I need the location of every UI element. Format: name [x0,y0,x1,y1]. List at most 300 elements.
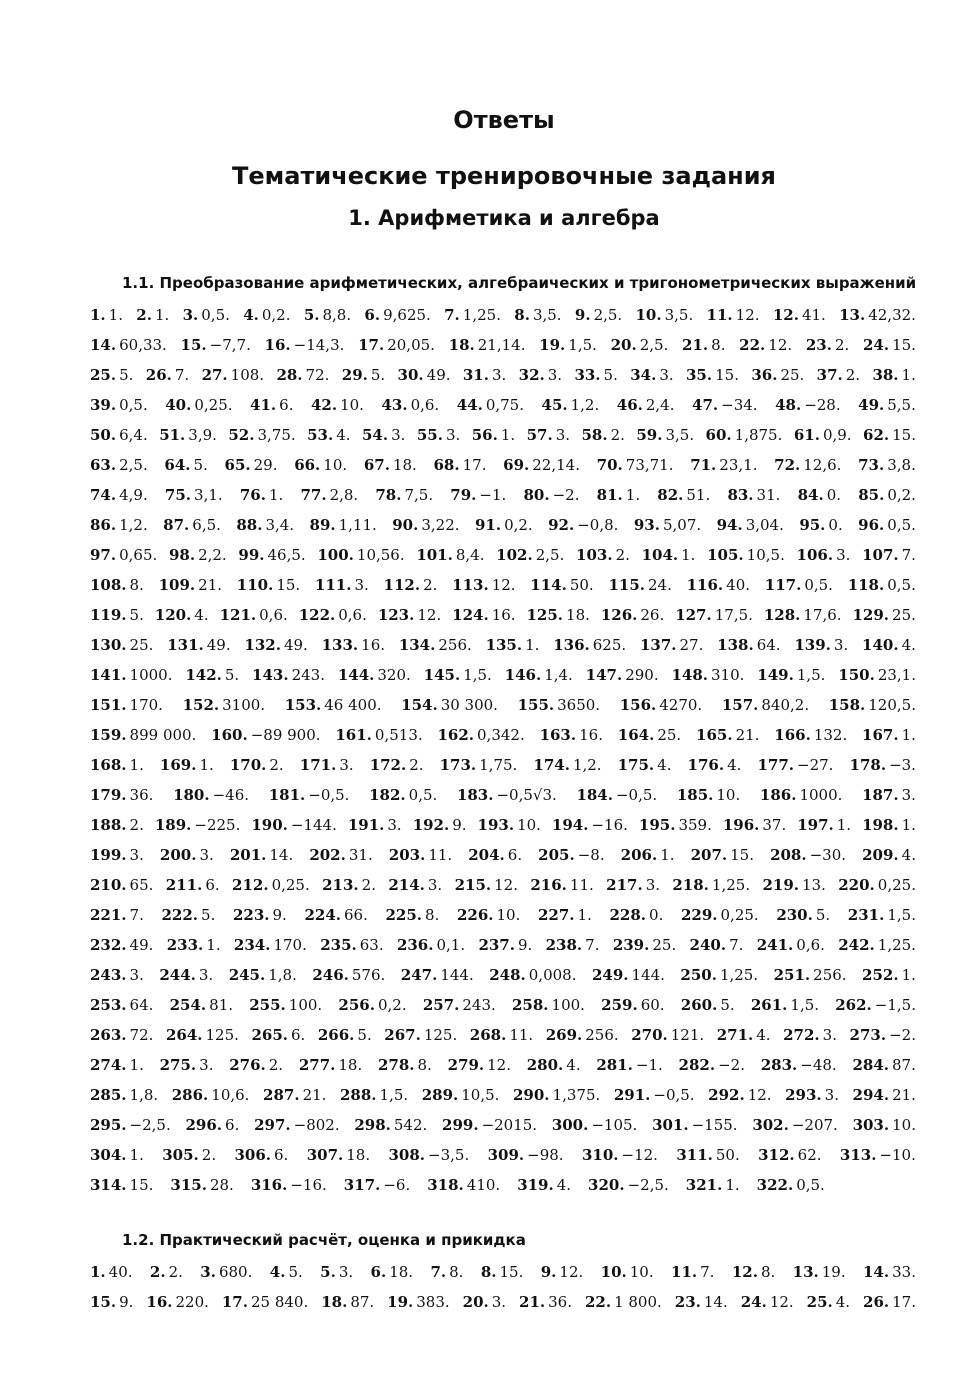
answer-item [90,360,133,390]
answer-item [417,420,460,450]
answer-number: 322. [756,1176,794,1194]
answer-number: 216. [530,876,567,894]
answer-value: 15. [276,576,301,594]
answer-value: −2015. [481,1116,538,1134]
answer-value: 0,25. [877,876,916,894]
answer-value: 3,5. [532,306,562,324]
answer-value: 14. [703,1293,728,1311]
answer-number: 231. [847,906,885,924]
answer-item [672,870,750,900]
answer-number: 180. [173,786,210,804]
answer-number: 19. [387,1293,414,1311]
answer-item [762,870,825,900]
answer-value: 8. [711,336,726,354]
answer-value: 1,25. [877,936,916,954]
answer-item [90,840,144,870]
answer-value: 1,25. [711,876,751,894]
answer-number: 127. [675,606,712,624]
answer-item [596,1050,662,1080]
answer-number: 138. [717,636,754,654]
answer-row [90,570,916,600]
answer-item [90,690,163,720]
answer-value: 1. [129,756,144,774]
answer-number: 286. [171,1086,209,1104]
answer-item [489,960,576,990]
answer-value: −10. [879,1146,916,1164]
answer-number: 225. [385,906,423,924]
answer-item [322,630,385,660]
answer-value: 10. [323,456,348,474]
answer-number: 7. [444,306,460,324]
answer-item [183,690,266,720]
answer-item [437,720,524,750]
answer-item [315,570,369,600]
answer-value: 1. [500,426,516,444]
answer-value: 542. [393,1116,428,1134]
answer-number: 234. [233,936,271,954]
answer-item [503,450,580,480]
answer-number: 196. [722,816,760,834]
answer-value: 0,6. [338,606,367,624]
answer-item [727,480,780,510]
answer-number: 146. [504,666,542,684]
answer-row [90,1020,916,1050]
answer-item [90,570,144,600]
answer-value: 108. [230,366,265,384]
answer-value: 1. [625,486,641,504]
answer-number: 44. [456,396,483,414]
answer-item [751,360,804,390]
answer-item [318,1020,372,1050]
answer-item [530,570,593,600]
answer-value: 87. [350,1293,375,1311]
answer-number: 214. [388,876,425,894]
answer-value: 120,5. [868,696,916,714]
answer-value: −155. [691,1116,738,1134]
answer-value: 42,32. [868,306,916,324]
answer-item [388,1140,469,1170]
answer-value: 6. [279,396,294,414]
answer-number: 188. [90,816,127,834]
answer-item [630,360,673,390]
answer-number: 315. [170,1176,207,1194]
answer-item [858,390,916,420]
answer-value: 0,5. [887,576,916,594]
answer-value: 0,5. [796,1176,825,1194]
answer-item [249,990,322,1020]
answer-value: −30. [809,846,847,864]
answer-number: 153. [284,696,322,714]
answer-row [90,930,916,960]
answer-number: 278. [377,1056,415,1074]
answer-item [146,1287,209,1317]
answer-item [848,570,916,600]
answer-item [90,780,153,810]
answer-value: 18. [389,1263,414,1281]
answer-item [611,330,669,360]
answer-value: 60,33. [119,336,167,354]
answer-item [671,1257,714,1287]
answer-number: 201. [229,846,267,864]
answer-item [850,750,916,780]
answer-item [681,900,759,930]
answer-number: 144. [337,666,375,684]
answer-value: 1000. [129,666,173,684]
answer-value: 16. [491,606,516,624]
answer-number: 136. [553,636,590,654]
answer-item [592,960,665,990]
answer-number: 70. [596,456,623,474]
answer-number: 51. [159,426,186,444]
answer-value: 3. [555,426,571,444]
answer-value: −14,3. [293,336,345,354]
answer-number: 199. [90,846,127,864]
answer-value: 1,5. [463,666,492,684]
answer-number: 141. [90,666,127,684]
answer-number: 314. [90,1176,127,1194]
answer-value: 5. [193,456,208,474]
answer-number: 114. [530,576,567,594]
answer-value: 9. [517,936,533,954]
answer-item [384,1020,457,1050]
answer-item [829,690,916,720]
answer-value: 0,513. [374,726,423,744]
answer-number: 63. [90,456,117,474]
answer-item [398,360,451,390]
answer-item [364,300,430,330]
answer-value: 1. [901,366,916,384]
answer-item [696,720,759,750]
answer-item [840,1140,916,1170]
answer-item [707,300,760,330]
answer-value: 9. [272,906,287,924]
answer-item [434,450,487,480]
answer-number: 142. [185,666,222,684]
answer-item [254,1110,340,1140]
answer-item [717,630,780,660]
answer-value: 3. [901,786,916,804]
section-title-1-1: 1.1. Преобразование арифметических, алгебраических и тригонометрических выражений [122,274,917,292]
answer-number: 252. [862,966,899,984]
answer-number: 237. [478,936,515,954]
answer-value: 1,2. [572,756,602,774]
answer-row [90,900,916,930]
answer-item [335,720,422,750]
answer-number: 235. [320,936,357,954]
answer-number: 305. [162,1146,199,1164]
answer-item [850,1020,916,1050]
answer-value: 6. [205,876,220,894]
answer-number: 281. [596,1056,633,1074]
answer-number: 69. [503,456,530,474]
answer-item [770,840,846,870]
answer-number: 26. [145,366,172,384]
answer-item [585,1287,662,1317]
answer-number: 4. [269,1263,286,1281]
answer-number: 24. [862,336,890,354]
answer-item [285,690,382,720]
answer-value: 1,2. [570,396,600,414]
answer-value: 1 800. [614,1293,662,1311]
answer-number: 25. [806,1293,833,1311]
answer-item [478,930,532,960]
answer-value: 21. [735,726,760,744]
answer-number: 17. [221,1293,248,1311]
answer-value: 3. [199,846,214,864]
answer-value: 1. [836,816,852,834]
answer-value: 3. [659,366,674,384]
answer-row [90,780,916,810]
answer-item [413,810,467,840]
answer-item [304,300,351,330]
answer-number: 16. [146,1293,173,1311]
answer-value: 30 300. [440,696,498,714]
answer-item [527,600,590,630]
answer-item [250,390,293,420]
answer-item [375,480,433,510]
answer-number: 282. [678,1056,716,1074]
answer-value: 8. [417,1056,432,1074]
answer-value: −6. [383,1176,411,1194]
answer-row [90,1050,916,1080]
answer-item [90,1170,153,1200]
answer-number: 93. [633,516,660,534]
answer-item [797,810,851,840]
answer-value: 3,75. [257,426,296,444]
answer-item [527,420,570,450]
answer-item [401,690,498,720]
answer-value: 5. [370,366,386,384]
answer-value: 17. [462,456,487,474]
answer-value: 125. [423,1026,458,1044]
answer-value: 3. [427,876,443,894]
answer-number: 107. [862,546,899,564]
answer-number: 22. [584,1293,612,1311]
answer-item [263,1080,326,1110]
answer-number: 158. [828,696,866,714]
answer-value: −2. [718,1056,745,1074]
answer-item [533,750,601,780]
answer-number: 318. [427,1176,464,1194]
answer-number: 197. [797,816,834,834]
answer-row [90,1110,916,1140]
answer-number: 155. [517,696,555,714]
answer-value: 0,25. [271,876,310,894]
answer-value: 24. [648,576,672,594]
answer-number: 211. [165,876,203,894]
answer-value: 5. [815,906,831,924]
answer-item [732,1257,775,1287]
answer-value: 410. [466,1176,501,1194]
answer-number: 145. [423,666,461,684]
answer-number: 267. [384,1026,421,1044]
answer-value: 7. [129,906,144,924]
answer-number: 88. [236,516,263,534]
answer-item [690,450,757,480]
answer-number: 122. [298,606,336,624]
answer-number: 139. [794,636,831,654]
answer-number: 288. [339,1086,377,1104]
answer-item [146,360,189,390]
answer-item [634,510,701,540]
answer-item [581,420,624,450]
answer-value: 1,8. [268,966,297,984]
answer-number: 147. [585,666,623,684]
answer-value: 50. [569,576,594,594]
answer-value: 2,2. [198,546,227,564]
answer-number: 9. [574,306,591,324]
answer-item [90,540,157,570]
answer-value: 49. [283,636,308,654]
answer-item [236,510,294,540]
answer-value: 25. [129,636,154,654]
answer-value: 8. [449,1263,464,1281]
answer-value: 18. [338,1056,363,1074]
answer-number: 23. [805,336,832,354]
answer-item [575,300,622,330]
answer-value: 12. [735,306,760,324]
answer-number: 77. [300,486,327,504]
answer-number: 31. [462,366,489,384]
answer-item [348,810,402,840]
answer-item [170,1170,233,1200]
answer-number: 108. [90,576,127,594]
answer-value: 51. [686,486,711,504]
answer-item [817,360,860,390]
answer-item [671,660,744,690]
answer-item [513,1080,600,1110]
answer-number: 311. [676,1146,713,1164]
answer-item [90,930,153,960]
answer-value: 5,5. [887,396,916,414]
answer-number: 148. [671,666,709,684]
answer-value: 41. [801,306,826,324]
answer-number: 190. [251,816,288,834]
answer-number: 135. [485,636,523,654]
answer-value: 4270. [659,696,703,714]
answer-item [636,300,694,330]
answer-value: 25. [657,726,682,744]
answer-item [299,1050,362,1080]
answer-value: 1,25. [719,966,759,984]
answer-value: −2,5. [627,1176,669,1194]
answer-value: 21. [198,576,223,594]
answer-number: 224. [304,906,341,924]
answer-value: 15. [499,1263,524,1281]
answer-item [799,510,842,540]
answer-item [597,450,674,480]
answer-value: −1,5. [874,996,916,1014]
answer-number: 294. [852,1086,890,1104]
answer-item [468,840,522,870]
answer-value: 13. [802,876,826,894]
answer-number: 35. [686,366,713,384]
answer-value: 27. [679,636,704,654]
answer-value: 2,5. [639,336,669,354]
answer-value: 256. [585,1026,619,1044]
answer-number: 273. [849,1026,887,1044]
answer-value: −105. [591,1116,638,1134]
answer-value: 1,5. [796,666,826,684]
answer-value: 3. [354,576,369,594]
answer-item [548,510,618,540]
answer-number: 177. [757,756,795,774]
answer-item [582,1140,658,1170]
answer-value: 25. [780,366,805,384]
answer-number: 179. [90,786,127,804]
answer-item [90,1140,144,1170]
answer-number: 11. [671,1263,698,1281]
answer-value: 0. [649,906,664,924]
answer-number: 2. [136,306,152,324]
answer-item [806,330,849,360]
answer-value: 3. [198,966,214,984]
answer-item [552,1110,638,1140]
answer-item [311,390,364,420]
answer-number: 30. [397,366,424,384]
answer-value: 4. [756,1026,771,1044]
answer-item [517,1170,571,1200]
answer-item [798,480,841,510]
answer-value: 63. [359,936,384,954]
answer-item [463,1287,506,1317]
answer-item [838,870,916,900]
answer-number: 60. [705,426,732,444]
answer-number: 222. [161,906,199,924]
answer-number: 287. [263,1086,300,1104]
answer-value: 6,5. [192,516,221,534]
answer-item [538,900,592,930]
answer-item [159,420,217,450]
answer-number: 208. [770,846,807,864]
answer-value: 4. [336,426,351,444]
answer-value: 0,008. [528,966,577,984]
answer-value: 2. [615,546,630,564]
answer-value: 3,22. [421,516,460,534]
answer-item [229,960,297,990]
answer-number: 313. [839,1146,877,1164]
answer-value: 23,1. [877,666,916,684]
answer-number: 56. [471,426,498,444]
answer-item [470,1020,533,1050]
answer-value: 15. [892,336,916,354]
answer-value: 21,14. [477,336,526,354]
answer-item [371,1257,414,1287]
answer-number: 23. [674,1293,701,1311]
answer-number: 265. [251,1026,288,1044]
answer-value: 1,375. [552,1086,601,1104]
answer-number: 32. [518,366,545,384]
answer-value: 1. [901,966,916,984]
answer-number: 1. [90,306,106,324]
answer-number: 75. [164,486,192,504]
answer-number: 236. [396,936,434,954]
answer-item [401,960,474,990]
answer-number: 126. [600,606,638,624]
answer-item [232,870,310,900]
answer-item [686,1170,740,1200]
answer-item [676,1140,739,1170]
answer-number: 255. [249,996,286,1014]
answer-item [430,1257,463,1287]
answer-item [758,1140,821,1170]
answer-item [862,810,916,840]
answer-item [340,1080,408,1110]
answer-item [229,1050,283,1080]
answer-row [90,630,916,660]
answer-item [269,780,350,810]
answer-value: 3. [445,426,461,444]
